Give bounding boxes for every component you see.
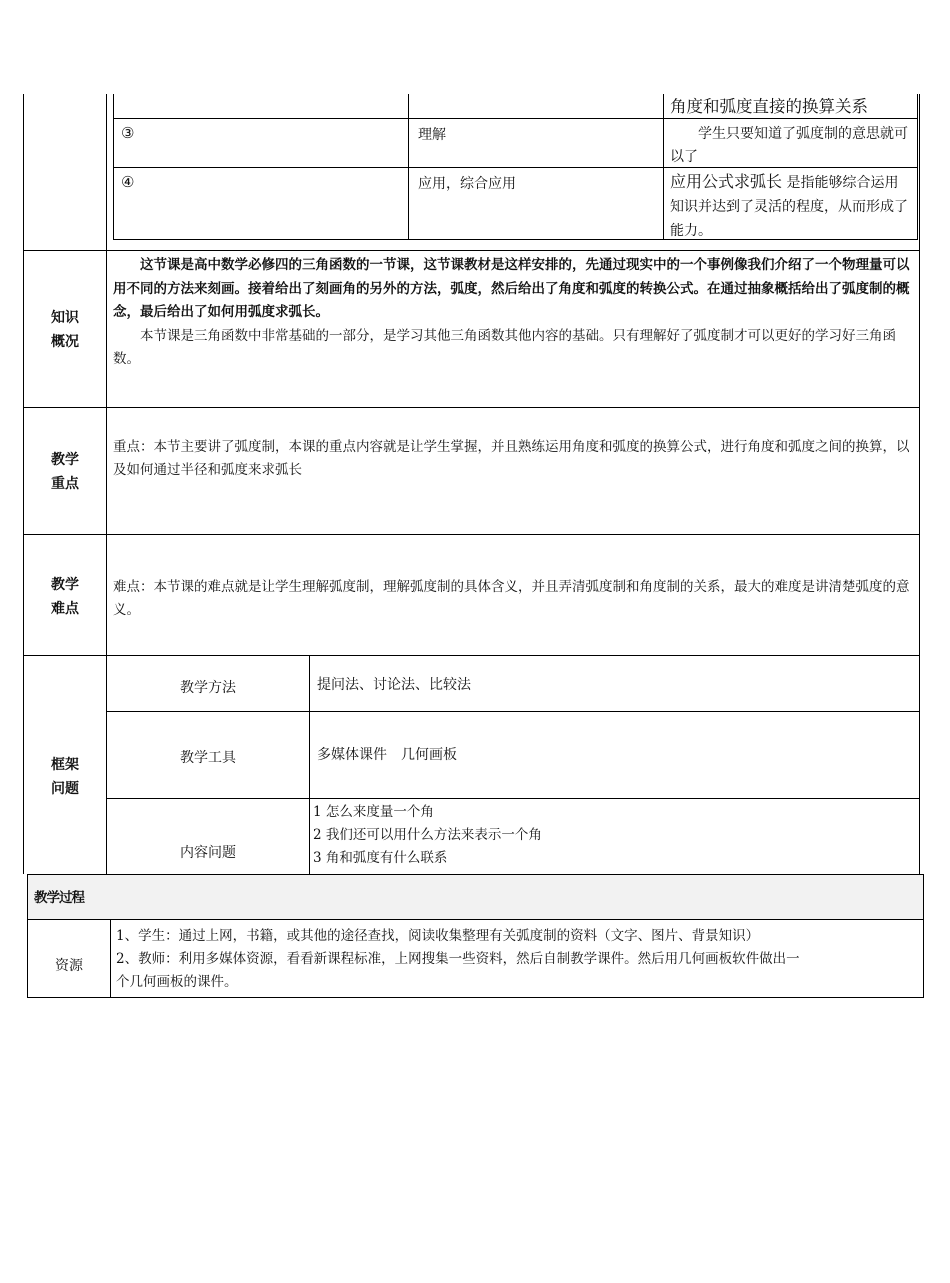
key-points-label-line1: 教学 [51, 452, 79, 468]
process-header-title: 教学过程 [34, 890, 84, 906]
framework-label-line1: 框架 [51, 757, 79, 773]
content-question-1: 1 怎么来度量一个角 [313, 804, 434, 820]
difficulties-text: 难点：本节课的难点就是让学生理解弧度制，理解弧度制的具体含义，并且弄清弧度制和角度制的关系，最大的难度是讲清楚弧度的意义。 [113, 579, 910, 618]
section-line [23, 534, 920, 535]
overview-paragraph-2: 本节课是三角函数中非常基础的一部分，是学习其他三角函数其他内容的基础。只有理解好了弧度制才可以更好的学习好三角函数。 [113, 327, 896, 367]
resources-col-divider [110, 919, 111, 998]
objective-row3-note: 学生只要知道了弧度制的意思就可以了 [670, 126, 908, 165]
section-line [23, 250, 920, 251]
overview-content [113, 254, 918, 371]
resources-label: 资源 [55, 958, 83, 974]
resources-line-2: 2、教师：利用多媒体资源，看看新课程标准，上网搜集一些资料，然后自制教学课件。然后用几何画板软件做出一 [116, 951, 800, 967]
objective-row3-level: 理解 [418, 127, 446, 143]
section-line [23, 407, 920, 408]
process-header [27, 874, 924, 920]
objective-row4-note [670, 170, 912, 243]
difficulties-label [24, 573, 106, 621]
overview-label [24, 306, 106, 354]
key-points-text: 重点：本节主要讲了弧度制，本课的重点内容就是让学生掌握，并且熟练运用角度和弧度的换算公式，进行角度和弧度之间的换算，以及如何通过半径和弧度来求弧长 [113, 439, 910, 478]
resources-line-1: 1、学生：通过上网，书籍，或其他的途径查找，阅读收集整理有关弧度制的资料（文字、图片、背景知识） [116, 928, 760, 944]
table-border-right [919, 94, 920, 874]
objective-row4-note-lead: 应用公式求弧长 [670, 172, 783, 191]
difficulties-label-line1: 教学 [51, 577, 79, 593]
framework-row-divider [106, 711, 920, 712]
method-label: 教学方法 [180, 680, 236, 696]
framework-col-divider [309, 655, 310, 874]
objective-row-top-note: 角度和弧度直接的换算关系 [670, 97, 868, 116]
key-points-label [24, 448, 106, 496]
overview-label-line1: 知识 [51, 310, 79, 326]
framework-row-divider [106, 798, 920, 799]
objective-row4-number: ④ [121, 173, 135, 191]
objective-row3-number: ③ [121, 124, 135, 142]
content-question-3: 3 角和弧度有什么联系 [313, 850, 448, 866]
tools-value: 多媒体课件 几何画板 [317, 747, 457, 763]
content-questions [313, 801, 913, 870]
objective-row4-note-rest: 是指能够综合运用知识并达到了灵活的程度，从而形成了能力。 [670, 175, 908, 239]
overview-label-line2: 概况 [51, 334, 79, 350]
objective-row4-level: 应用，综合应用 [418, 176, 516, 192]
method-value: 提问法、讨论法、比较法 [317, 677, 471, 693]
framework-label-line2: 问题 [51, 781, 79, 797]
difficulties-label-line2: 难点 [51, 601, 79, 617]
content-question-2: 2 我们还可以用什么方法来表示一个角 [313, 827, 542, 843]
resources-text [116, 925, 936, 994]
key-points-label-line2: 重点 [51, 476, 79, 492]
tools-label: 教学工具 [180, 750, 236, 766]
framework-label [24, 753, 106, 801]
resources-line-3: 个几何画板的课件。 [116, 974, 238, 990]
section-line [23, 655, 920, 656]
objectives-row-divider [113, 118, 918, 119]
overview-paragraph-1: 这节课是高中数学必修四的三角函数的一节课，这节课教材是这样安排的，先通过现实中的一个事例像我们介绍了一个物理量可以用不同的方法来刻画。接着给出了刻画角的另外的方法，弧度，然后给出了角度和弧度的转换公式。在通过抽象概括给出了弧度制的概念，最后给出了如何用弧度求弧长。 [113, 257, 910, 320]
content-label: 内容问题 [180, 845, 236, 861]
